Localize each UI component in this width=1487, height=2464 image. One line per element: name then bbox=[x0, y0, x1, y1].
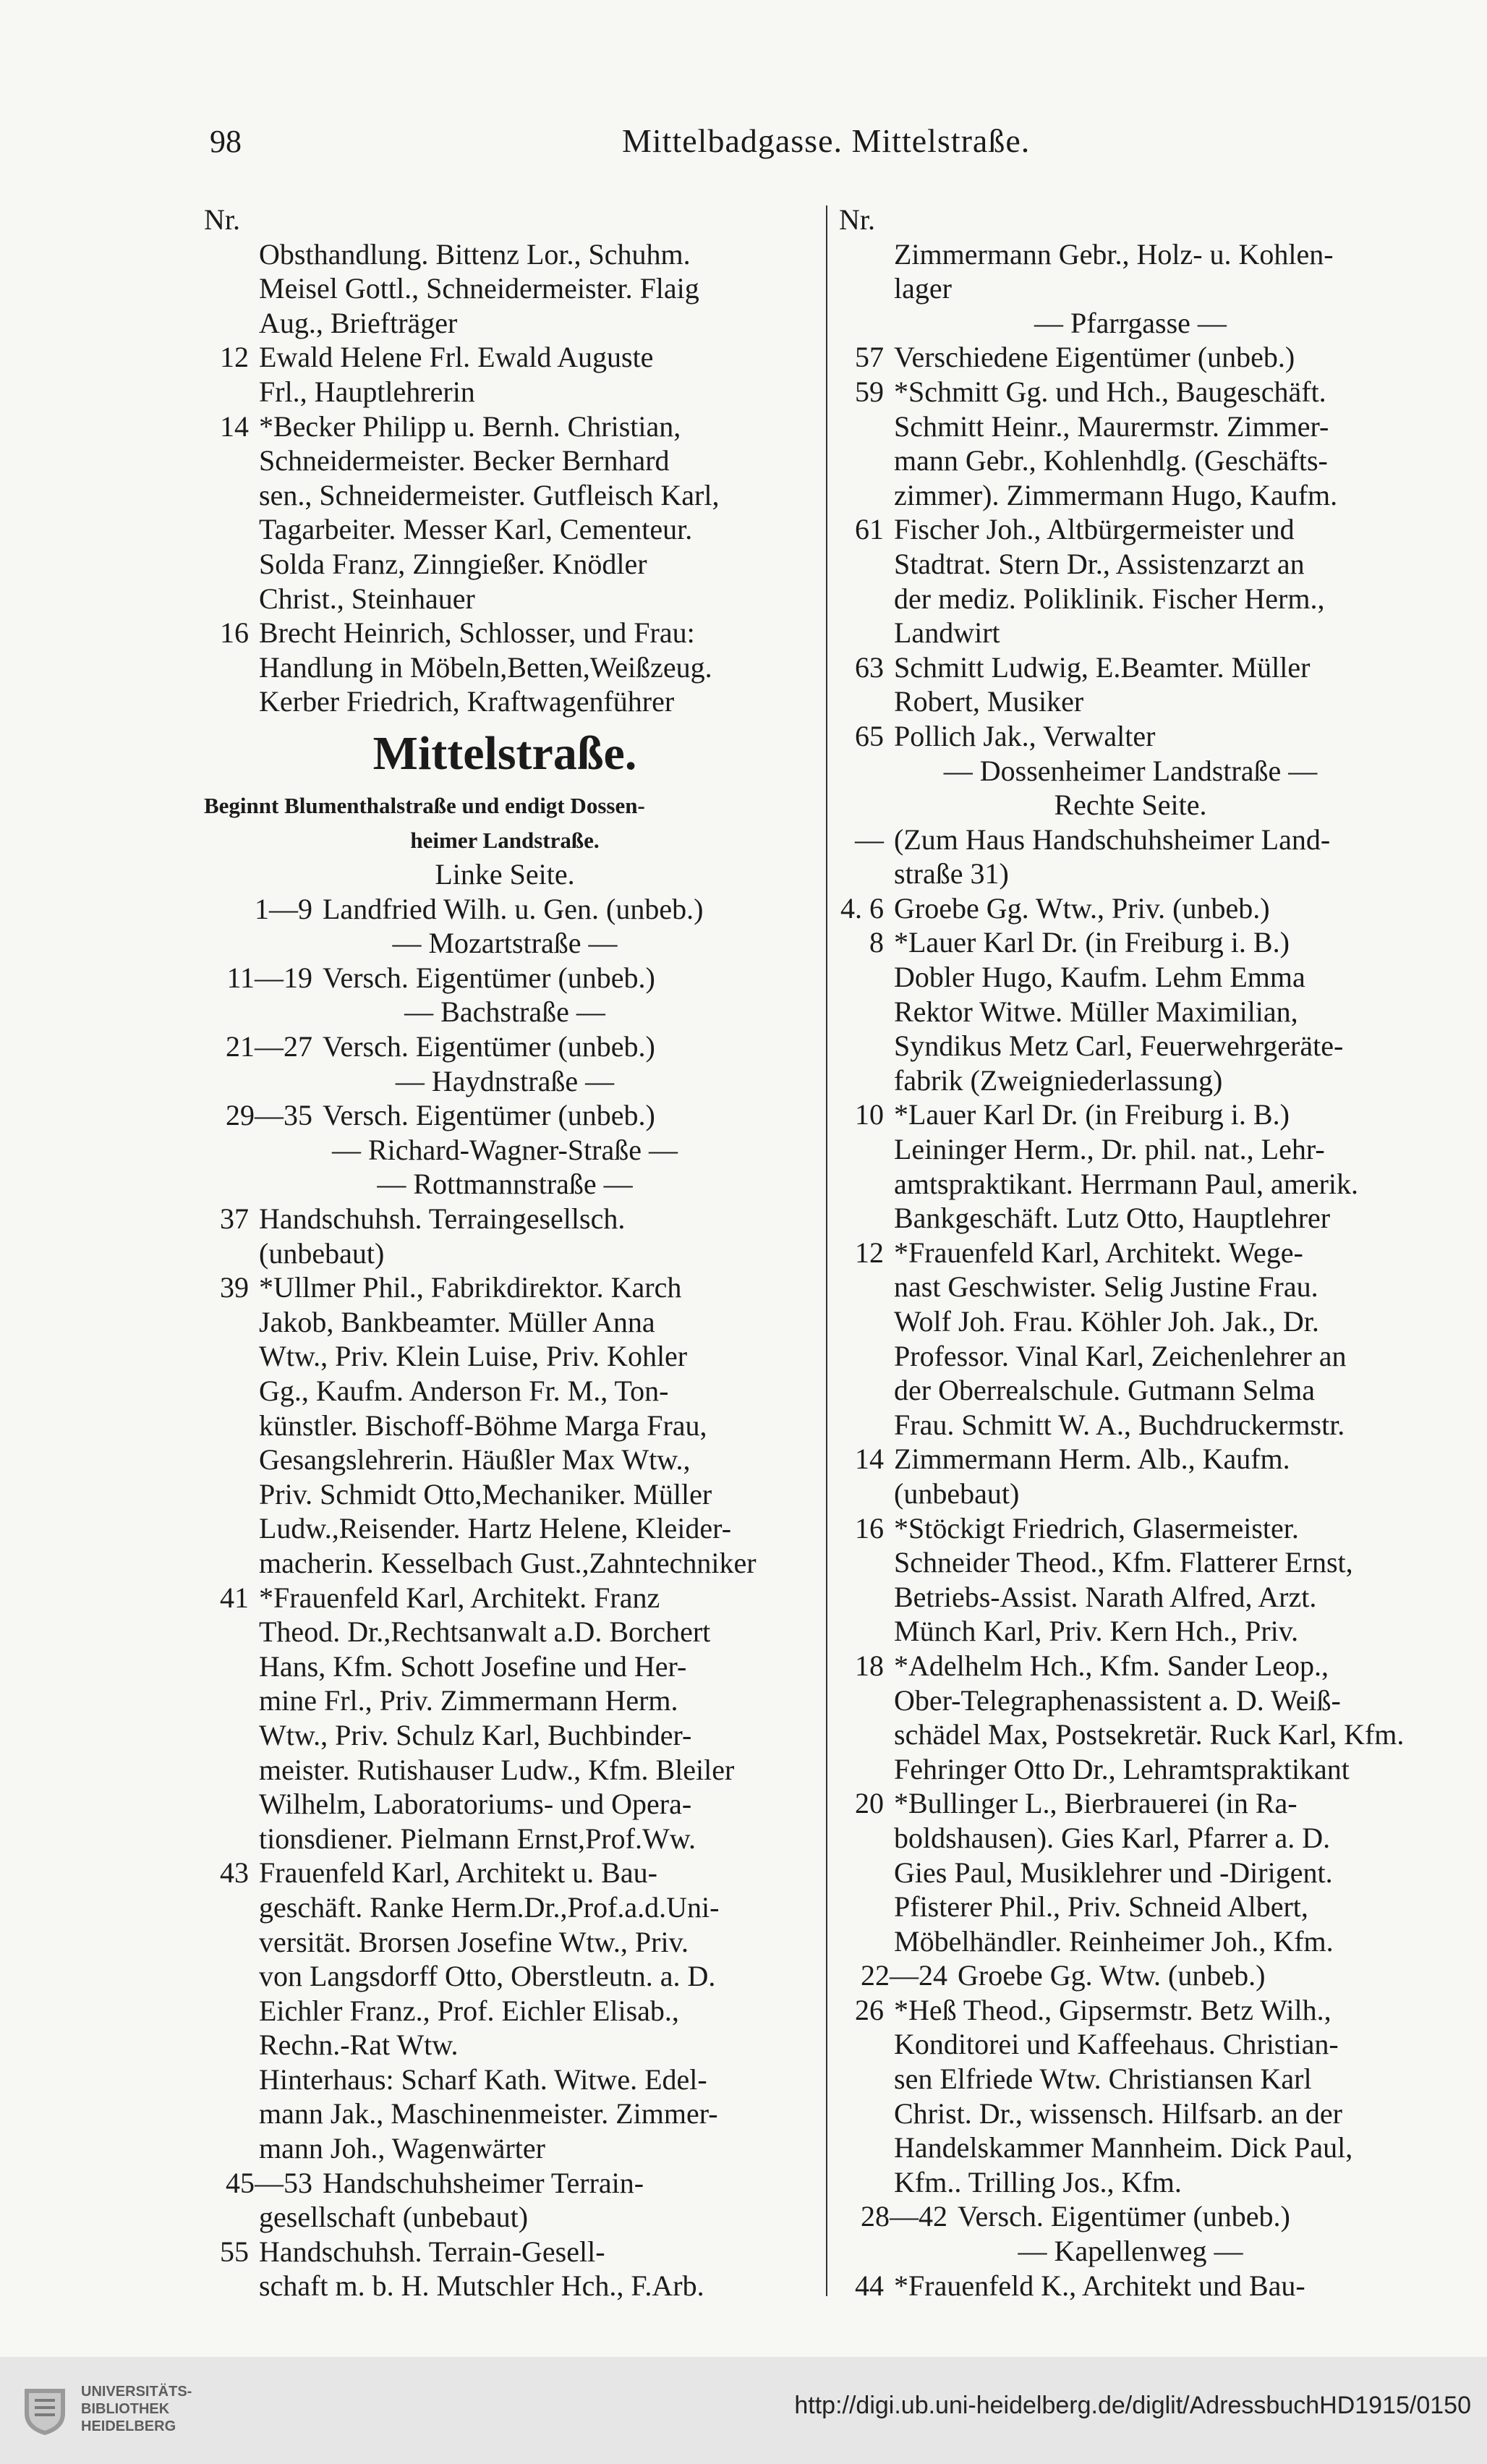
directory-line bbox=[204, 2131, 806, 2166]
directory-line bbox=[204, 1856, 806, 1890]
entry-text: Schmitt Heinr., Maurermstr. Zimmer- bbox=[894, 409, 1329, 443]
directory-line bbox=[204, 340, 806, 375]
entry-text: Schmitt Ludwig, E.Beamter. Müller bbox=[894, 650, 1311, 684]
directory-line bbox=[204, 237, 806, 272]
house-number: 21—27 bbox=[226, 1030, 312, 1063]
house-number: 20 bbox=[855, 1787, 884, 1820]
house-number: 63 bbox=[855, 650, 884, 684]
entry-text: gesellschaft (unbebaut) bbox=[259, 2201, 529, 2234]
entry-text: Frl., Hauptlehrerin bbox=[259, 375, 475, 408]
cross-street-line: — Haydnstraße — bbox=[395, 1064, 615, 1097]
house-number: 28—42 bbox=[861, 2200, 947, 2233]
entry-text: Verschiedene Eigentümer (unbeb.) bbox=[894, 341, 1295, 374]
entry-text: schädel Max, Postsekretär. Ruck Karl, Kfm. bbox=[894, 1718, 1405, 1751]
house-number: 59 bbox=[855, 375, 884, 408]
house-number: 4. 6 bbox=[840, 891, 884, 925]
directory-line bbox=[839, 547, 1422, 582]
entry-text: Obsthandlung. Bittenz Lor., Schuhm. bbox=[259, 237, 691, 271]
directory-line bbox=[839, 443, 1422, 478]
directory-line bbox=[204, 1270, 806, 1305]
house-number: 61 bbox=[855, 513, 884, 546]
house-number: 14 bbox=[855, 1443, 884, 1476]
entry-text: Frauenfeld Karl, Architekt u. Bau- bbox=[259, 1856, 657, 1890]
entry-text: Zimmermann Herm. Alb., Kaufm. bbox=[894, 1443, 1290, 1476]
entry-text: der Oberrealschule. Gutmann Selma bbox=[894, 1374, 1316, 1407]
directory-line bbox=[204, 684, 806, 719]
entry-text: Handschuhsheimer Terrain- bbox=[323, 2166, 644, 2199]
directory-line bbox=[204, 1718, 806, 1753]
entry-text: straße 31) bbox=[894, 857, 1009, 891]
house-number: 14 bbox=[220, 409, 249, 443]
entry-text: Pollich Jak., Verwalter bbox=[894, 719, 1156, 752]
directory-line bbox=[204, 1374, 806, 1409]
entry-text: mann Joh., Wagenwärter bbox=[259, 2132, 545, 2165]
directory-line bbox=[839, 582, 1422, 616]
entry-text: Ludw.,Reisender. Hartz Helene, Kleider- bbox=[259, 1512, 732, 1545]
entry-text: Stadtrat. Stern Dr., Assistenzarzt an bbox=[894, 547, 1305, 580]
entry-text: *Stöckigt Friedrich, Glasermeister. bbox=[894, 1511, 1299, 1545]
entry-text: Frau. Schmitt W. A., Buchdruckermstr. bbox=[894, 1408, 1345, 1441]
cross-street-line: Rechte Seite. bbox=[1054, 789, 1207, 822]
directory-line bbox=[839, 1097, 1422, 1132]
directory-line bbox=[204, 1098, 806, 1133]
page-number: 98 bbox=[210, 124, 242, 159]
entry-text: *Becker Philipp u. Bernh. Christian, bbox=[259, 409, 681, 443]
directory-line bbox=[839, 1236, 1422, 1270]
house-number: 12 bbox=[220, 341, 249, 374]
directory-line bbox=[204, 409, 806, 444]
directory-line bbox=[839, 1477, 1422, 1511]
directory-line bbox=[839, 1717, 1422, 1752]
entry-text: schaft m. b. H. Mutschler Hch., F.Arb. bbox=[259, 2269, 704, 2303]
entry-text: Gesangslehrerin. Häußler Max Wtw., bbox=[259, 1443, 691, 1477]
house-number: 44 bbox=[855, 2269, 884, 2302]
entry-text: meister. Rutishauser Ludw., Kfm. Bleiler bbox=[259, 1753, 735, 1786]
directory-line bbox=[204, 1511, 806, 1546]
directory-line bbox=[204, 2235, 806, 2269]
library-name-line: UNIVERSITÄTS- bbox=[81, 2384, 192, 2400]
directory-line bbox=[204, 1890, 806, 1925]
entry-text: nast Geschwister. Selig Justine Frau. bbox=[894, 1270, 1318, 1304]
directory-line bbox=[839, 271, 1422, 306]
entry-text: der mediz. Poliklinik. Fischer Herm., bbox=[894, 582, 1325, 615]
directory-line bbox=[839, 719, 1422, 754]
house-number: 37 bbox=[220, 1202, 249, 1236]
directory-line bbox=[204, 1236, 806, 1271]
directory-line bbox=[839, 512, 1422, 547]
entry-text: Handschuhsh. Terrain-Gesell- bbox=[259, 2235, 605, 2268]
entry-text: Wolf Joh. Frau. Köhler Joh. Jak., Dr. bbox=[894, 1305, 1319, 1338]
directory-line bbox=[204, 1959, 806, 1994]
entry-text: Landwirt bbox=[894, 616, 1000, 650]
entry-text: versität. Brorsen Josefine Wtw., Priv. bbox=[259, 1925, 689, 1958]
library-name bbox=[81, 2383, 192, 2435]
house-number: 43 bbox=[220, 1856, 249, 1890]
entry-text: Münch Karl, Priv. Kern Hch., Priv. bbox=[894, 1615, 1299, 1648]
entry-text: *Lauer Karl Dr. (in Freiburg i. B.) bbox=[894, 926, 1290, 959]
entry-text: Dobler Hugo, Kaufm. Lehm Emma bbox=[894, 961, 1305, 994]
entry-text: Schneider Theod., Kfm. Flatterer Ernst, bbox=[894, 1546, 1353, 1579]
directory-line bbox=[204, 478, 806, 513]
directory-line bbox=[204, 1683, 806, 1718]
entry-text: Pfisterer Phil., Priv. Schneid Albert, bbox=[894, 1890, 1308, 1924]
left-column bbox=[204, 203, 806, 2303]
entry-text: *Lauer Karl Dr. (in Freiburg i. B.) bbox=[894, 1098, 1290, 1131]
column-label bbox=[204, 203, 806, 237]
house-number: 55 bbox=[220, 2235, 249, 2268]
house-number: 26 bbox=[855, 1993, 884, 2026]
entry-text: Schneidermeister. Becker Bernhard bbox=[259, 444, 670, 477]
library-seal-icon bbox=[22, 2384, 68, 2437]
directory-line bbox=[204, 375, 806, 409]
right-column bbox=[839, 203, 1422, 2303]
directory-line bbox=[204, 512, 806, 547]
column-label bbox=[839, 203, 1422, 237]
directory-line bbox=[839, 891, 1422, 926]
source-url-link[interactable]: http://digi.ub.uni-heidelberg.de/diglit/AdressbuchHD1915/0150 bbox=[794, 2392, 1471, 2419]
directory-line bbox=[839, 616, 1422, 650]
entry-text: macherin. Kesselbach Gust.,Zahntechniker bbox=[259, 1546, 757, 1579]
directory-line bbox=[204, 1029, 806, 1064]
house-number: 1—9 bbox=[255, 892, 312, 925]
entry-text: Hans, Kfm. Schott Josefine und Her- bbox=[259, 1649, 687, 1683]
entry-text: Hinterhaus: Scharf Kath. Witwe. Edel- bbox=[259, 2062, 707, 2096]
entry-text: fabrik (Zweigniederlassung) bbox=[894, 1063, 1223, 1097]
directory-line bbox=[839, 1649, 1422, 1683]
directory-line bbox=[839, 960, 1422, 995]
directory-line bbox=[204, 1339, 806, 1374]
directory-line bbox=[839, 1821, 1422, 1856]
section-description: heimer Landstraße. bbox=[410, 827, 600, 853]
directory-line bbox=[204, 961, 806, 995]
directory-line bbox=[839, 2027, 1422, 2062]
entry-text: Fehringer Otto Dr., Lehramtspraktikant bbox=[894, 1752, 1350, 1785]
directory-line bbox=[839, 2165, 1422, 2200]
entry-text: Handelskammer Mannheim. Dick Paul, bbox=[894, 2131, 1353, 2165]
directory-line bbox=[839, 1270, 1422, 1304]
directory-line bbox=[204, 1581, 806, 1615]
directory-line bbox=[839, 1442, 1422, 1477]
directory-line bbox=[204, 2028, 806, 2062]
directory-line bbox=[204, 1409, 806, 1443]
directory-line bbox=[204, 2269, 806, 2303]
directory-line bbox=[839, 684, 1422, 719]
entry-text: mann Gebr., Kohlenhdlg. (Geschäfts- bbox=[894, 444, 1328, 477]
directory-line bbox=[204, 547, 806, 582]
directory-line bbox=[204, 892, 806, 927]
directory-line bbox=[204, 1546, 806, 1581]
directory-line bbox=[839, 995, 1422, 1029]
entry-text: Syndikus Metz Carl, Feuerwehrgeräte- bbox=[894, 1029, 1344, 1063]
entry-text: Handschuhsh. Terraingesellsch. bbox=[259, 1202, 626, 1236]
entry-text: Meisel Gottl., Schneidermeister. Flaig bbox=[259, 272, 699, 305]
house-number: 39 bbox=[220, 1271, 249, 1304]
directory-line bbox=[839, 1683, 1422, 1718]
directory-line bbox=[204, 443, 806, 478]
directory-line bbox=[839, 1958, 1422, 1993]
house-number: Nr. bbox=[839, 203, 875, 236]
house-number: 65 bbox=[855, 719, 884, 752]
directory-line bbox=[839, 2130, 1422, 2165]
directory-line bbox=[839, 409, 1422, 444]
entry-text: Wilhelm, Laboratoriums- und Opera- bbox=[259, 1788, 692, 1821]
directory-line bbox=[204, 306, 806, 341]
cross-street-line: Linke Seite. bbox=[435, 858, 575, 891]
cross-street-line: — Kapellenweg — bbox=[1018, 2235, 1243, 2268]
house-number: 45—53 bbox=[226, 2166, 312, 2199]
page-title: Mittelbadgasse. Mittelstraße. bbox=[622, 122, 1031, 159]
entry-text: (Zum Haus Handschuhsheimer Land- bbox=[894, 823, 1331, 856]
house-number: 12 bbox=[855, 1236, 884, 1269]
directory-line bbox=[839, 1924, 1422, 1959]
entry-text: Professor. Vinal Karl, Zeichenlehrer an bbox=[894, 1339, 1347, 1372]
directory-line bbox=[839, 2269, 1422, 2303]
entry-text: Theod. Dr.,Rechtsanwalt a.D. Borchert bbox=[259, 1615, 711, 1649]
directory-line bbox=[204, 1925, 806, 1960]
house-number: 57 bbox=[855, 341, 884, 374]
directory-line bbox=[204, 1305, 806, 1340]
entry-text: sen., Schneidermeister. Gutfleisch Karl, bbox=[259, 478, 720, 511]
directory-line bbox=[204, 2200, 806, 2235]
entry-text: Versch. Eigentümer (unbeb.) bbox=[323, 1099, 655, 1132]
directory-line bbox=[204, 582, 806, 616]
house-number: 16 bbox=[220, 616, 249, 650]
entry-text: *Ullmer Phil., Fabrikdirektor. Karch bbox=[259, 1271, 682, 1304]
column-divider bbox=[826, 205, 827, 2296]
entry-text: *Frauenfeld Karl, Architekt. Wege- bbox=[894, 1236, 1303, 1269]
entry-text: Kfm.. Trilling Jos., Kfm. bbox=[894, 2165, 1182, 2199]
house-number: 16 bbox=[855, 1511, 884, 1545]
entry-text: *Adelhelm Hch., Kfm. Sander Leop., bbox=[894, 1649, 1329, 1682]
directory-line bbox=[839, 1167, 1422, 1202]
entry-text: tionsdiener. Pielmann Ernst,Prof.Ww. bbox=[259, 1822, 696, 1855]
cross-street-line: — Dossenheimer Landstraße — bbox=[943, 754, 1318, 787]
entry-text: lager bbox=[894, 272, 952, 305]
directory-line bbox=[204, 271, 806, 306]
entry-text: von Langsdorff Otto, Oberstleutn. a. D. bbox=[259, 1960, 716, 1993]
entry-text: Wtw., Priv. Schulz Karl, Buchbinder- bbox=[259, 1718, 692, 1751]
directory-line bbox=[839, 1408, 1422, 1443]
house-number: 10 bbox=[855, 1098, 884, 1131]
directory-line bbox=[204, 1753, 806, 1788]
directory-line bbox=[839, 1856, 1422, 1890]
house-number: Nr. bbox=[204, 203, 240, 236]
entry-text: Bankgeschäft. Lutz Otto, Hauptlehrer bbox=[894, 1202, 1331, 1235]
entry-text: Robert, Musiker bbox=[894, 685, 1084, 718]
directory-line bbox=[204, 1615, 806, 1649]
entry-text: Betriebs-Assist. Narath Alfred, Arzt. bbox=[894, 1580, 1317, 1613]
entry-text: mann Jak., Maschinenmeister. Zimmer- bbox=[259, 2097, 718, 2130]
house-number: — bbox=[855, 823, 884, 856]
entry-text: sen Elfriede Wtw. Christiansen Karl bbox=[894, 2062, 1312, 2096]
directory-line bbox=[839, 1339, 1422, 1374]
entry-text: Tagarbeiter. Messer Karl, Cementeur. bbox=[259, 513, 693, 546]
entry-text: Landfried Wilh. u. Gen. (unbeb.) bbox=[323, 892, 704, 925]
entry-text: *Schmitt Gg. und Hch., Baugeschäft. bbox=[894, 375, 1326, 408]
cross-street-line: — Bachstraße — bbox=[404, 995, 605, 1029]
directory-line bbox=[839, 1580, 1422, 1615]
cross-street-line: — Mozartstraße — bbox=[392, 927, 618, 960]
entry-text: Solda Franz, Zinngießer. Knödler bbox=[259, 547, 647, 580]
entry-text: Versch. Eigentümer (unbeb.) bbox=[323, 1030, 655, 1063]
directory-line bbox=[839, 1373, 1422, 1408]
directory-line bbox=[839, 2062, 1422, 2096]
entry-text: Fischer Joh., Altbürgermeister und bbox=[894, 513, 1295, 546]
entry-text: Gg., Kaufm. Anderson Fr. M., Ton- bbox=[259, 1375, 669, 1407]
directory-line bbox=[839, 1614, 1422, 1649]
entry-text: Rektor Witwe. Müller Maximilian, bbox=[894, 995, 1298, 1028]
house-number: 11—19 bbox=[226, 961, 312, 994]
directory-line bbox=[839, 237, 1422, 272]
directory-line bbox=[839, 1752, 1422, 1787]
entry-text: Groebe Gg. Wtw., Priv. (unbeb.) bbox=[894, 891, 1270, 925]
directory-line bbox=[839, 1063, 1422, 1098]
entry-text: Möbelhändler. Reinheimer Joh., Kfm. bbox=[894, 1924, 1334, 1958]
entry-text: boldshausen). Gies Karl, Pfarrer a. D. bbox=[894, 1821, 1331, 1854]
entry-text: *Frauenfeld K., Architekt und Bau- bbox=[894, 2269, 1305, 2302]
entry-text: Brecht Heinrich, Schlosser, und Frau: bbox=[259, 616, 695, 650]
entry-text: *Bullinger L., Bierbrauerei (in Ra- bbox=[894, 1787, 1298, 1820]
entry-text: zimmer). Zimmermann Hugo, Kaufm. bbox=[894, 478, 1338, 511]
cross-street-line: — Pfarrgasse — bbox=[1034, 306, 1227, 339]
house-number: 22—24 bbox=[861, 1959, 947, 1992]
entry-text: Konditorei und Kaffeehaus. Christian- bbox=[894, 2028, 1339, 2061]
directory-line bbox=[839, 478, 1422, 513]
entry-text: *Frauenfeld Karl, Architekt. Franz bbox=[259, 1581, 660, 1614]
entry-text: *Heß Theod., Gipsermstr. Betz Wilh., bbox=[894, 1993, 1332, 2026]
directory-line bbox=[204, 616, 806, 650]
directory-line bbox=[204, 650, 806, 685]
directory-line bbox=[839, 857, 1422, 891]
directory-line bbox=[204, 1443, 806, 1477]
directory-line bbox=[204, 1649, 806, 1684]
entry-text: Priv. Schmidt Otto,Mechaniker. Müller bbox=[259, 1477, 712, 1511]
directory-line bbox=[839, 2096, 1422, 2131]
entry-text: Christ. Dr., wissensch. Hilfsarb. an der bbox=[894, 2096, 1342, 2130]
directory-line bbox=[839, 340, 1422, 375]
section-heading: Mittelstraße. bbox=[372, 726, 637, 780]
directory-line bbox=[839, 823, 1422, 857]
footer-bar bbox=[0, 2357, 1487, 2464]
directory-line bbox=[204, 1477, 806, 1512]
directory-line bbox=[839, 1786, 1422, 1821]
entry-text: Kerber Friedrich, Kraftwagenführer bbox=[259, 685, 675, 718]
directory-line bbox=[839, 1993, 1422, 2028]
directory-line bbox=[204, 2096, 806, 2131]
entry-text: Ober-Telegraphenassistent a. D. Weiß- bbox=[894, 1683, 1341, 1717]
entry-text: (unbebaut) bbox=[894, 1477, 1020, 1510]
directory-line bbox=[204, 2062, 806, 2097]
entry-text: künstler. Bischoff-Böhme Marga Frau, bbox=[259, 1409, 707, 1442]
entry-text: (unbebaut) bbox=[259, 1236, 385, 1270]
cross-street-line: — Richard-Wagner-Straße — bbox=[331, 1133, 678, 1166]
directory-line bbox=[839, 1890, 1422, 1924]
library-name-line: HEIDELBERG bbox=[81, 2418, 176, 2434]
directory-line bbox=[839, 1545, 1422, 1580]
entry-text: Wtw., Priv. Klein Luise, Priv. Kohler bbox=[259, 1340, 688, 1373]
directory-line bbox=[839, 1132, 1422, 1167]
directory-line bbox=[204, 1822, 806, 1856]
entry-text: Versch. Eigentümer (unbeb.) bbox=[323, 961, 655, 994]
directory-line bbox=[839, 1201, 1422, 1236]
house-number: 41 bbox=[220, 1581, 249, 1614]
entry-text: Jakob, Bankbeamter. Müller Anna bbox=[259, 1305, 655, 1338]
entry-text: Handlung in Möbeln,Betten,Weißzeug. bbox=[259, 650, 712, 684]
house-number: 8 bbox=[869, 926, 884, 959]
directory-line bbox=[204, 1787, 806, 1822]
entry-text: Ewald Helene Frl. Ewald Auguste bbox=[259, 341, 654, 374]
entry-text: Aug., Briefträger bbox=[259, 306, 458, 339]
directory-line bbox=[839, 925, 1422, 960]
house-number: 18 bbox=[855, 1649, 884, 1682]
entry-text: Rechn.-Rat Wtw. bbox=[259, 2028, 459, 2062]
house-number: 29—35 bbox=[226, 1099, 312, 1132]
entry-text: Leininger Herm., Dr. phil. nat., Lehr- bbox=[894, 1133, 1325, 1166]
entry-text: amtspraktikant. Herrmann Paul, amerik. bbox=[894, 1167, 1359, 1200]
directory-line bbox=[204, 2166, 806, 2201]
entry-text: Versch. Eigentümer (unbeb.) bbox=[958, 2200, 1290, 2233]
directory-line bbox=[204, 1202, 806, 1236]
entry-text: Groebe Gg. Wtw. (unbeb.) bbox=[958, 1959, 1266, 1992]
entry-text: Zimmermann Gebr., Holz- u. Kohlen- bbox=[894, 237, 1334, 271]
entry-text: Christ., Steinhauer bbox=[259, 582, 475, 615]
directory-line bbox=[839, 650, 1422, 685]
section-description: Beginnt Blumenthalstraße und endigt Dossen- bbox=[204, 792, 645, 818]
library-name-line: BIBLIOTHEK bbox=[81, 2401, 170, 2417]
directory-line bbox=[839, 375, 1422, 409]
directory-line bbox=[839, 1304, 1422, 1339]
directory-line bbox=[839, 2199, 1422, 2234]
directory-line bbox=[839, 1029, 1422, 1063]
cross-street-line: — Rottmannstraße — bbox=[377, 1168, 633, 1201]
entry-text: mine Frl., Priv. Zimmermann Herm. bbox=[259, 1684, 678, 1717]
entry-text: Gies Paul, Musiklehrer und -Dirigent. bbox=[894, 1856, 1333, 1889]
entry-text: geschäft. Ranke Herm.Dr.,Prof.a.d.Uni- bbox=[259, 1890, 720, 1924]
entry-text: Eichler Franz., Prof. Eichler Elisab., bbox=[259, 1994, 679, 2027]
directory-line bbox=[204, 1994, 806, 2028]
directory-line bbox=[839, 1511, 1422, 1546]
